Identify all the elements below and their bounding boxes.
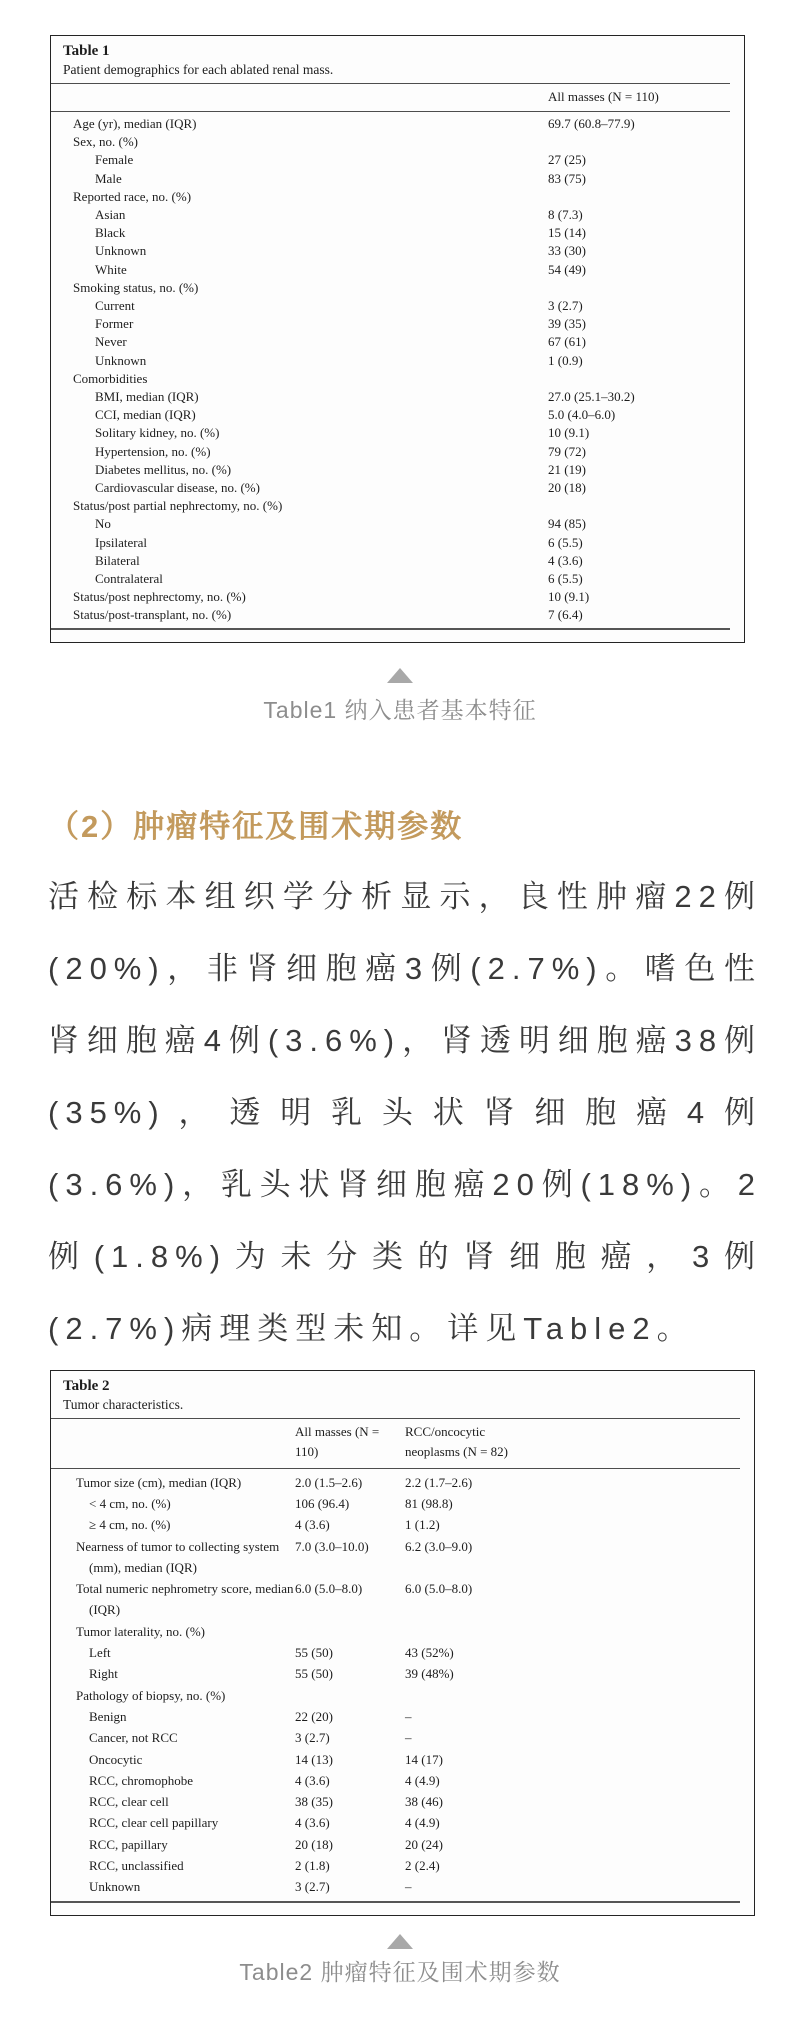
row-label: Black	[95, 225, 126, 241]
row-label: Left	[89, 1645, 111, 1661]
table1-bottom-rule	[51, 628, 730, 630]
table2-title: Table 2	[63, 1377, 110, 1394]
row-value-rcc: 38 (46)	[405, 1794, 443, 1810]
table1-caption: Table1 纳入患者基本特征	[263, 696, 537, 723]
row-value: 3 (2.7)	[548, 298, 583, 314]
row-value-rcc: 81 (98.8)	[405, 1495, 453, 1511]
table-row	[51, 570, 730, 588]
table-row	[51, 388, 730, 406]
row-label: Cancer, not RCC	[89, 1730, 178, 1746]
row-label: White	[95, 261, 127, 277]
row-value-all-masses: 2 (1.8)	[295, 1858, 330, 1874]
table-row	[51, 115, 730, 133]
row-value: 39 (35)	[548, 316, 586, 332]
table-row	[51, 461, 730, 479]
table-row	[51, 1791, 740, 1812]
row-label: No	[95, 516, 111, 532]
row-value: 10 (9.1)	[548, 425, 590, 441]
row-value: 10 (9.1)	[548, 589, 590, 605]
row-value: 21 (19)	[548, 461, 586, 477]
row-value-rcc: 1 (1.2)	[405, 1517, 440, 1533]
row-label: Nearness of tumor to collecting system (mm), median (IQR)	[76, 1538, 280, 1575]
table-row	[51, 1706, 740, 1727]
row-value: 27 (25)	[548, 152, 586, 168]
table-row	[51, 1663, 740, 1684]
row-value-all-masses: 3 (2.7)	[295, 1879, 330, 1895]
row-label: Current	[95, 298, 135, 314]
row-label: RCC, clear cell papillary	[89, 1815, 219, 1831]
row-label: Female	[95, 152, 134, 168]
row-value-all-masses: 4 (3.6)	[295, 1517, 330, 1533]
row-label: Status/post-transplant, no. (%)	[73, 607, 232, 623]
caption-arrow-icon	[387, 1934, 413, 1949]
row-label: Status/post nephrectomy, no. (%)	[73, 589, 246, 605]
row-value-all-masses: 2.0 (1.5–2.6)	[295, 1474, 363, 1490]
section-heading: （2）肿瘤特征及围术期参数	[48, 808, 464, 844]
table-row	[51, 261, 730, 279]
table1-col-header: All masses (N = 110)	[548, 89, 659, 104]
row-label: Sex, no. (%)	[73, 134, 138, 150]
row-value: 94 (85)	[548, 516, 586, 532]
table2-subtitle: Tumor characteristics.	[63, 1396, 184, 1412]
row-label: Bilateral	[95, 552, 140, 568]
row-value: 69.7 (60.8–77.9)	[548, 116, 635, 131]
row-value-rcc: 4 (4.9)	[405, 1772, 440, 1788]
table-row	[51, 1493, 740, 1514]
table-row	[51, 588, 730, 606]
row-value: 8 (7.3)	[548, 207, 583, 223]
table1-header-row	[51, 87, 730, 107]
table-row	[51, 1727, 740, 1748]
row-label: Smoking status, no. (%)	[73, 279, 199, 295]
row-value	[548, 133, 730, 151]
table-row	[51, 370, 730, 388]
row-value-rcc: 43 (52%)	[405, 1645, 454, 1661]
row-value: 5.0 (4.0–6.0)	[548, 407, 616, 423]
row-label: RCC, papillary	[89, 1836, 168, 1852]
row-value-all-masses: 4 (3.6)	[295, 1815, 330, 1831]
row-label: CCI, median (IQR)	[95, 407, 196, 423]
row-label: Total numeric nephrometry score, median (IQR)	[76, 1581, 294, 1618]
table1-header-spacer	[51, 87, 548, 107]
row-label: Status/post partial nephrectomy, no. (%)	[73, 498, 283, 514]
table2-top-rule	[51, 1418, 740, 1419]
table-row	[51, 1472, 740, 1493]
table1-header-rule	[51, 111, 730, 112]
row-value-all-masses: 6.0 (5.0–8.0)	[295, 1581, 363, 1597]
table-row	[51, 606, 730, 624]
row-value: 6 (5.5)	[548, 534, 583, 550]
row-value-all-masses: 38 (35)	[295, 1794, 333, 1810]
row-label: RCC, unclassified	[89, 1858, 184, 1874]
table-row	[51, 170, 730, 188]
table2-figure[interactable]	[50, 1370, 755, 1916]
table-row	[51, 151, 730, 169]
row-label: Age (yr), median (IQR)	[73, 116, 197, 131]
row-label: Hypertension, no. (%)	[95, 443, 211, 459]
table-row	[51, 1876, 740, 1897]
table-row	[51, 315, 730, 333]
table-row	[51, 1685, 740, 1706]
row-label: Oncocytic	[89, 1751, 143, 1767]
table-row	[51, 133, 730, 151]
row-label: Ipsilateral	[95, 534, 147, 550]
row-value-all-masses: 20 (18)	[295, 1836, 333, 1852]
row-value-rcc: –	[405, 1708, 412, 1724]
row-label: Right	[89, 1666, 118, 1682]
row-label: Unknown	[95, 243, 147, 259]
table-row	[51, 1514, 740, 1535]
row-label: BMI, median (IQR)	[95, 389, 199, 405]
row-value: 27.0 (25.1–30.2)	[548, 389, 635, 405]
table1-figure[interactable]	[50, 35, 745, 643]
table-row	[51, 1834, 740, 1855]
row-value-rcc: 6.2 (3.0–9.0)	[405, 1538, 473, 1554]
row-label: Cardiovascular disease, no. (%)	[95, 480, 260, 496]
row-value-rcc: –	[405, 1730, 412, 1746]
table-row	[51, 534, 730, 552]
table-row	[51, 242, 730, 260]
row-value: 54 (49)	[548, 261, 586, 277]
caption-arrow-icon	[387, 668, 413, 683]
table2-bottom-rule	[51, 1901, 740, 1903]
row-value-rcc: 14 (17)	[405, 1751, 443, 1767]
table-row	[51, 406, 730, 424]
row-value-rcc: –	[405, 1879, 412, 1895]
row-value-all-masses: 55 (50)	[295, 1666, 333, 1682]
row-label: Contralateral	[95, 571, 163, 587]
row-label: Reported race, no. (%)	[73, 188, 192, 204]
row-label: RCC, chromophobe	[89, 1772, 193, 1788]
row-value: 1 (0.9)	[548, 352, 583, 368]
table1-subtitle: Patient demographics for each ablated renal mass.	[63, 62, 334, 77]
table-row	[51, 497, 730, 515]
row-value: 83 (75)	[548, 170, 586, 186]
body-paragraph: 活检标本组织学分析显示，良性肿瘤22例(20%)，非肾细胞癌3例(2.7%)。嗜色性肾细胞癌4例(3.6%)，肾透明细胞癌38例(35%)，透明乳头状肾细胞癌4例(3.6%)，乳头状肾细胞癌20例(18%)。2例(1.8%)为未分类的肾细胞癌，3例(2.7%)病理类型未知。详见Table2。	[48, 878, 762, 1346]
row-label: Tumor size (cm), median (IQR)	[76, 1474, 242, 1490]
row-label: Never	[95, 334, 127, 350]
row-label: Asian	[95, 207, 126, 223]
table2-header-row	[51, 1422, 740, 1464]
row-value: 33 (30)	[548, 243, 586, 259]
table-row	[51, 515, 730, 533]
table-row	[51, 206, 730, 224]
row-value: 67 (61)	[548, 334, 586, 350]
table1-caption-block	[0, 668, 800, 725]
row-label: Male	[95, 170, 122, 186]
table1-title: Table 1	[63, 43, 110, 59]
row-value: 79 (72)	[548, 443, 586, 459]
row-label: Solitary kidney, no. (%)	[95, 425, 220, 441]
row-label: ≥ 4 cm, no. (%)	[89, 1517, 171, 1533]
table-row	[51, 1812, 740, 1833]
row-value-rcc: 6.0 (5.0–8.0)	[405, 1581, 473, 1597]
table2-col-header-all-masses: All masses (N = 110)	[295, 1423, 380, 1459]
table1-top-rule	[51, 83, 730, 84]
table-row	[51, 1578, 740, 1621]
row-value-all-masses: 106 (96.4)	[295, 1495, 350, 1511]
table-row	[51, 552, 730, 570]
table-row	[51, 1855, 740, 1876]
table-row	[51, 188, 730, 206]
row-label: Diabetes mellitus, no. (%)	[95, 461, 232, 477]
row-value: 4 (3.6)	[548, 552, 583, 568]
row-value	[548, 497, 730, 515]
row-label: Comorbidities	[73, 370, 148, 386]
row-label: < 4 cm, no. (%)	[89, 1495, 171, 1511]
table-row	[51, 443, 730, 461]
table-row	[51, 279, 730, 297]
row-value-all-masses: 14 (13)	[295, 1751, 333, 1767]
table-row	[51, 297, 730, 315]
row-value: 15 (14)	[548, 225, 586, 241]
table-row	[51, 333, 730, 351]
row-value-all-masses: 55 (50)	[295, 1645, 333, 1661]
table-row	[51, 1749, 740, 1770]
row-label: RCC, clear cell	[89, 1794, 169, 1810]
row-value	[548, 188, 730, 206]
row-value-rcc: 4 (4.9)	[405, 1815, 440, 1831]
row-label: Benign	[89, 1708, 127, 1724]
table2-caption: Table2 肿瘤特征及围术期参数	[239, 1958, 561, 1985]
table-row	[51, 1621, 740, 1642]
row-value-all-masses: 4 (3.6)	[295, 1772, 330, 1788]
row-value: 6 (5.5)	[548, 571, 583, 587]
row-value-rcc: 2 (2.4)	[405, 1858, 440, 1874]
table-row	[51, 479, 730, 497]
table2-header-rule	[51, 1468, 740, 1469]
row-value-all-masses: 22 (20)	[295, 1708, 333, 1724]
row-value-all-masses: 7.0 (3.0–10.0)	[295, 1538, 369, 1554]
row-value-rcc: 20 (24)	[405, 1836, 443, 1852]
bottom-whitespace	[0, 1987, 800, 2033]
row-value	[548, 370, 730, 388]
table-row	[51, 1536, 740, 1579]
row-label: Unknown	[89, 1879, 141, 1895]
row-value-rcc: 2.2 (1.7–2.6)	[405, 1474, 473, 1490]
table-row	[51, 352, 730, 370]
row-label: Former	[95, 316, 134, 332]
row-label: Tumor laterality, no. (%)	[76, 1623, 206, 1639]
table-row	[51, 1642, 740, 1663]
table-row	[51, 224, 730, 242]
row-label: Unknown	[95, 352, 147, 368]
row-value	[548, 279, 730, 297]
table-row	[51, 1770, 740, 1791]
row-value-all-masses: 3 (2.7)	[295, 1730, 330, 1746]
table2-col-header-rcc: RCC/oncocytic neoplasms (N = 82)	[405, 1423, 509, 1459]
table-row	[51, 424, 730, 442]
row-label: Pathology of biopsy, no. (%)	[76, 1687, 226, 1703]
row-value: 7 (6.4)	[548, 607, 583, 623]
row-value: 20 (18)	[548, 480, 586, 496]
row-value-rcc: 39 (48%)	[405, 1666, 454, 1682]
